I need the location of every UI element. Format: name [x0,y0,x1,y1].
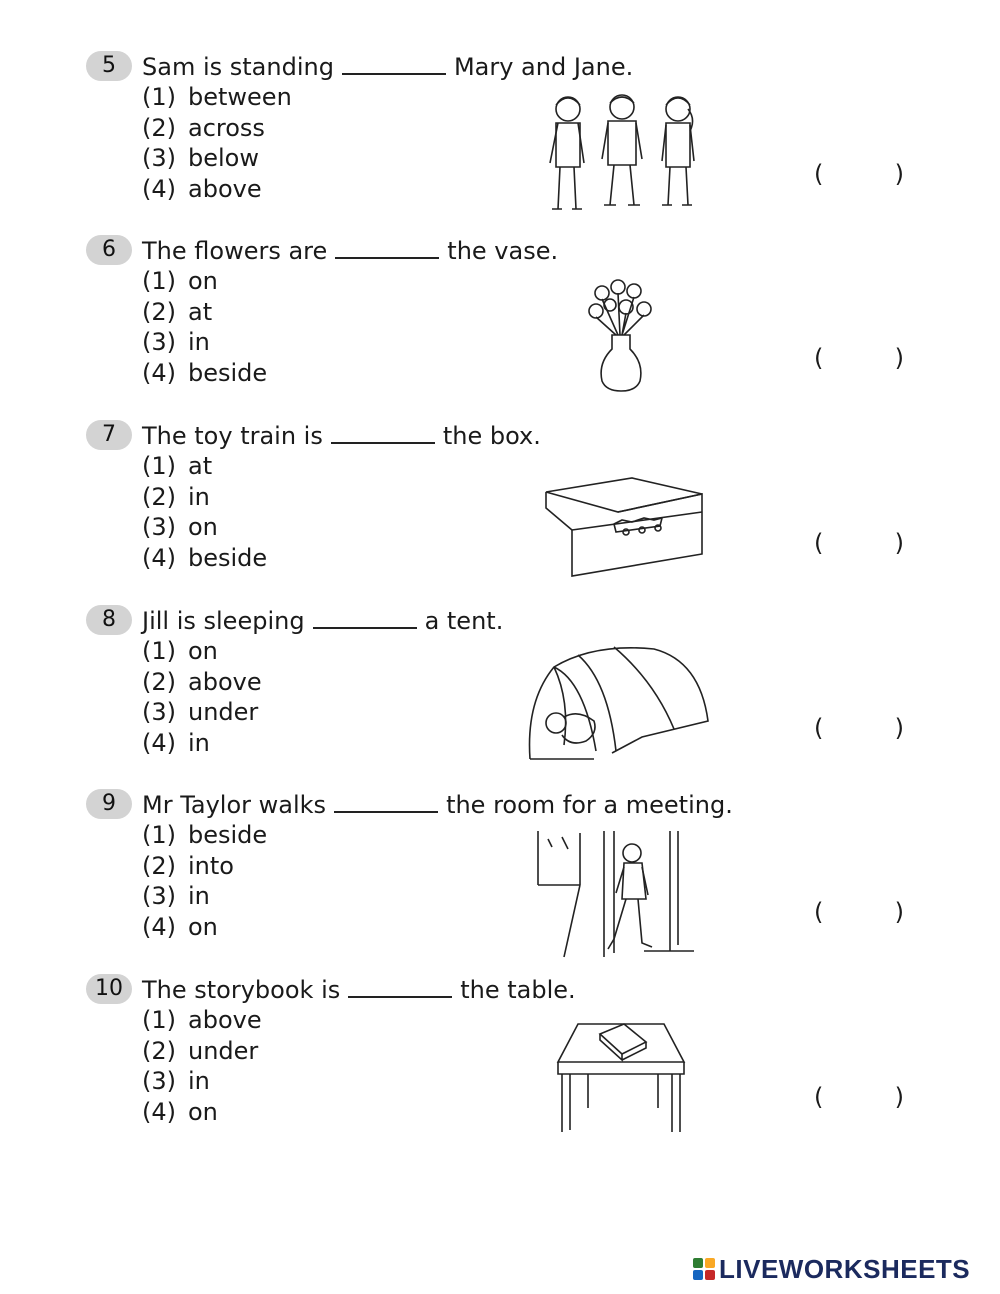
question-number: 10 [86,974,132,1004]
option-1[interactable]: (1) on [142,637,218,665]
option-3[interactable]: (3) on [142,513,218,542]
stem-after: Mary and Jane. [453,53,634,81]
stem-before: The toy train is [142,422,323,450]
answer-blank[interactable] [335,235,439,259]
question-stem [142,51,633,81]
question-stem [142,789,733,819]
option-3[interactable]: (3) in [142,882,210,911]
answer-blank[interactable] [348,974,452,998]
option-4[interactable]: (4) above [142,175,262,204]
three-children-illustration [542,91,702,219]
stem-before: Sam is standing [142,53,334,81]
answer-blank[interactable] [342,51,446,75]
logo-square [693,1270,703,1280]
book-on-table-illustration [554,1018,688,1136]
question-6 [86,235,926,415]
logo-square [705,1270,715,1280]
stem-after: the table. [460,976,576,1004]
options-list [142,451,267,574]
option-1[interactable]: (1) between [142,83,292,111]
question-9 [86,789,926,969]
question-5 [86,51,926,231]
answer-box[interactable]: ( ) [814,160,904,188]
box-with-toy-train-illustration [542,472,704,582]
logo-text: LIVEWORKSHEETS [719,1253,971,1284]
question-number: 8 [86,605,132,635]
option-2[interactable]: (2) in [142,482,210,511]
answer-blank[interactable] [334,789,438,813]
stem-before: The storybook is [142,976,341,1004]
option-4[interactable]: (4) on [142,1098,218,1127]
question-stem [142,420,541,450]
option-3[interactable]: (3) under [142,698,259,727]
logo-squares-icon [693,1258,715,1280]
option-4[interactable]: (4) in [142,729,210,758]
option-4[interactable]: (4) beside [142,544,268,573]
option-1[interactable]: (1) at [142,452,213,480]
options-list [142,1005,262,1128]
options-list [142,636,262,759]
question-10 [86,974,926,1154]
stem-after: a tent. [424,607,504,635]
option-1[interactable]: (1) on [142,267,218,295]
stem-after: the room for a meeting. [446,791,733,819]
logo-square [705,1258,715,1268]
stem-before: The flowers are [142,237,328,265]
stem-before: Jill is sleeping [142,607,305,635]
option-2[interactable]: (2) at [142,297,213,326]
option-3[interactable]: (3) below [142,144,259,173]
answer-box[interactable]: ( ) [814,714,904,742]
question-number: 9 [86,789,132,819]
stem-before: Mr Taylor walks [142,791,327,819]
stem-after: the vase. [447,237,559,265]
answer-box[interactable]: ( ) [814,1083,904,1111]
stem-after: the box. [442,422,541,450]
question-stem [142,974,576,1004]
answer-blank[interactable] [313,605,417,629]
flower-vase-illustration [582,277,662,393]
question-number: 7 [86,420,132,450]
option-2[interactable]: (2) across [142,113,265,142]
question-7 [86,420,926,600]
question-number: 5 [86,51,132,81]
answer-box[interactable]: ( ) [814,898,904,926]
question-stem [142,235,558,265]
man-entering-room-illustration [534,827,694,961]
options-list [142,82,292,205]
option-3[interactable]: (3) in [142,328,210,357]
question-8 [86,605,926,785]
options-list [142,820,267,943]
answer-box[interactable]: ( ) [814,344,904,372]
answer-box[interactable]: ( ) [814,529,904,557]
question-stem [142,605,503,635]
logo-square [693,1258,703,1268]
option-1[interactable]: (1) above [142,1006,262,1034]
question-number: 6 [86,235,132,265]
option-2[interactable]: (2) under [142,1036,259,1065]
answer-blank[interactable] [331,420,435,444]
option-1[interactable]: (1) beside [142,821,268,849]
options-list [142,266,267,389]
option-3[interactable]: (3) in [142,1067,210,1096]
child-in-tent-illustration [524,641,716,765]
liveworksheets-logo [693,1254,970,1284]
option-4[interactable]: (4) beside [142,359,268,388]
option-4[interactable]: (4) on [142,913,218,942]
option-2[interactable]: (2) into [142,851,234,880]
option-2[interactable]: (2) above [142,667,262,696]
